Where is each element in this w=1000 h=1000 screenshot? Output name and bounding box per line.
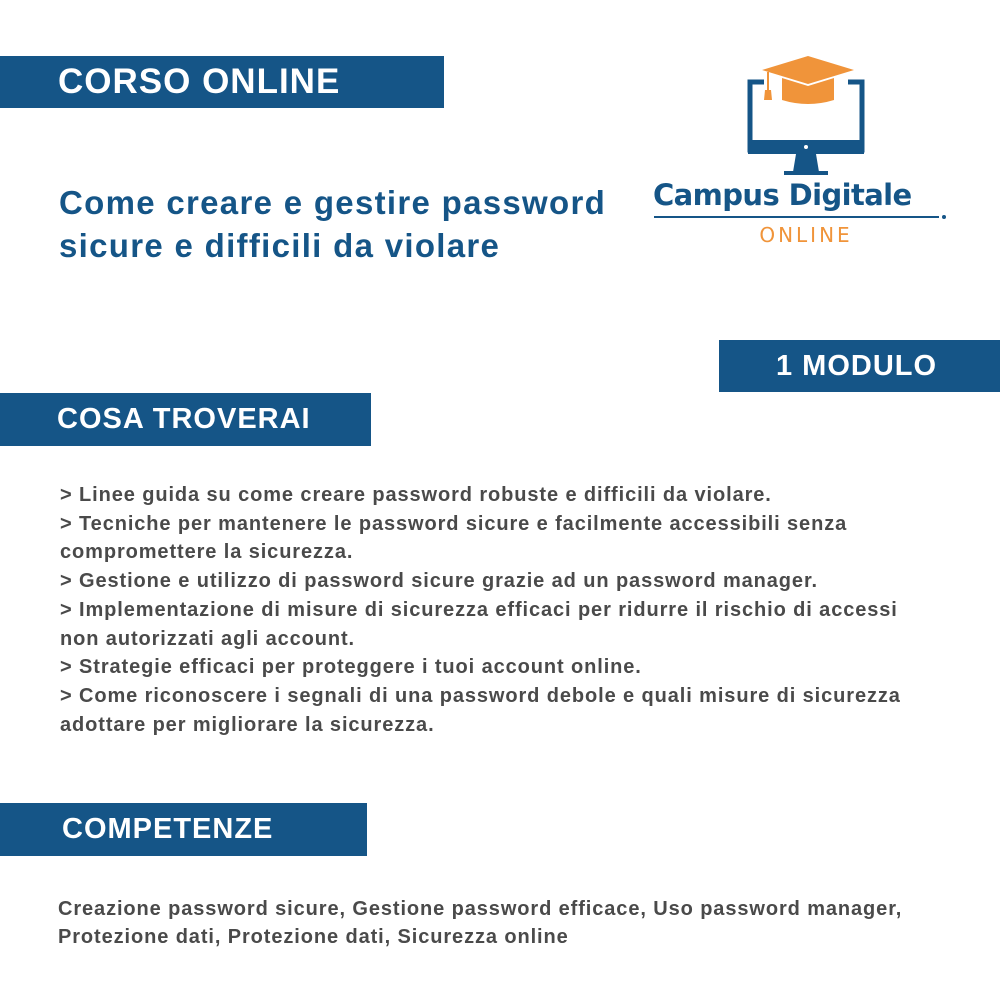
feature-item: > Gestione e utilizzo di password sicure grazie ad un password manager. [60, 570, 818, 593]
logo-underline [654, 216, 939, 218]
monitor-graduation-cap-icon [746, 52, 866, 177]
course-title: Come creare e gestire password sicure e difficili da violare [59, 184, 607, 264]
logo-name: Campus Digitale [653, 178, 912, 212]
features-list [60, 481, 940, 739]
skills-heading: COMPETENZE [62, 813, 274, 845]
campus-digitale-logo [650, 52, 950, 252]
logo-subtitle: ONLINE [759, 223, 853, 247]
feature-item: > Tecniche per mantenere le password sicure e facilmente accessibili senza compromettere la sicurezza. [60, 512, 848, 564]
modules-count-banner [719, 340, 1000, 392]
features-heading-banner [0, 393, 371, 446]
skills-text: Creazione password sicure, Gestione password efficace, Uso password manager, Protezione dati, Protezione dati, Sicurezza online [58, 898, 903, 948]
feature-item: > Linee guida su come creare password robuste e difficili da violare. [60, 484, 772, 506]
feature-item: > Implementazione di misure di sicurezza efficaci per ridurre il rischio di accessi non autorizzati agli account. [60, 598, 898, 650]
course-type-banner [0, 56, 444, 108]
features-heading: COSA TROVERAI [57, 403, 311, 435]
modules-count-label: 1 MODULO [776, 349, 938, 382]
feature-item: > Strategie efficaci per proteggere i tuoi account online. [60, 656, 642, 679]
course-type-label: CORSO ONLINE [58, 62, 341, 101]
logo-dot [942, 215, 946, 219]
skills-heading-banner [0, 803, 367, 856]
feature-item: > Come riconoscere i segnali di una password debole e quali misure di sicurezza adottare per migliorare la sicurezza. [60, 684, 901, 736]
